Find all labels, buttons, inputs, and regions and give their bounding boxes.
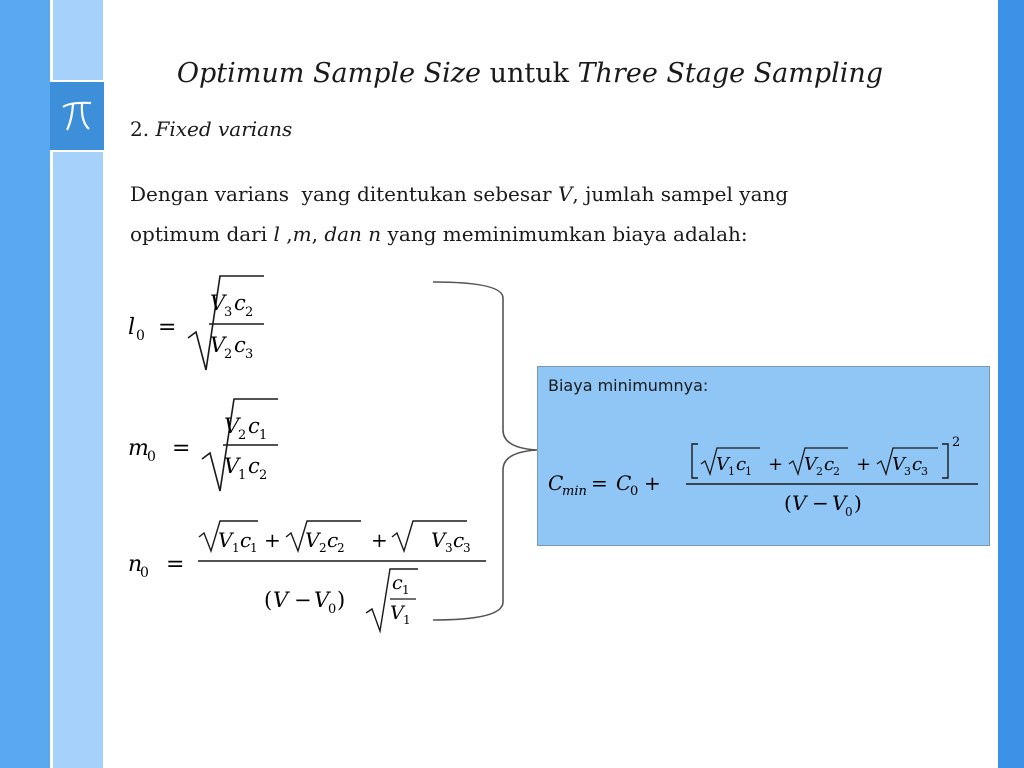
svg-text:V: V: [832, 491, 847, 515]
svg-text:=: =: [158, 315, 177, 340]
svg-text:c: c: [327, 528, 339, 552]
svg-text:V: V: [792, 491, 807, 515]
svg-text:V: V: [210, 333, 226, 357]
svg-text:3: 3: [921, 465, 928, 478]
svg-text:3: 3: [445, 541, 453, 555]
svg-text:0: 0: [328, 602, 337, 617]
svg-text:min: min: [562, 484, 587, 499]
para-comma-1: ,: [279, 222, 293, 246]
var-n: n: [368, 222, 382, 246]
svg-text:c: c: [392, 572, 403, 594]
svg-text:2: 2: [816, 465, 823, 478]
subheading: [130, 117, 292, 141]
pi-icon: [60, 98, 94, 134]
svg-text:+: +: [768, 454, 784, 475]
svg-text:V: V: [305, 528, 320, 552]
svg-text:3: 3: [224, 305, 233, 320]
svg-text:0: 0: [136, 328, 145, 344]
svg-text:V: V: [892, 454, 905, 475]
svg-text:2: 2: [833, 465, 840, 478]
svg-text:c: c: [736, 454, 747, 475]
para-text-4: yang meminimumkan biaya adalah:: [381, 222, 748, 246]
svg-text:V: V: [314, 588, 330, 612]
svg-text:+: +: [644, 471, 661, 495]
svg-text:m: m: [128, 436, 149, 461]
svg-text:c: c: [912, 454, 923, 475]
title-part1: Optimum Sample Size: [176, 58, 481, 89]
svg-text:): ): [854, 491, 862, 515]
sub-number: 2.: [130, 117, 156, 141]
svg-text:3: 3: [245, 347, 254, 362]
svg-text:c: c: [234, 333, 246, 357]
svg-text:−: −: [294, 588, 312, 612]
left-band-dark: [0, 0, 50, 768]
sub-text: Fixed varians: [155, 117, 293, 141]
svg-text:=: =: [172, 436, 191, 461]
svg-text:c: c: [234, 291, 246, 315]
svg-text:1: 1: [403, 613, 411, 627]
svg-text:V: V: [716, 454, 729, 475]
svg-text:V: V: [273, 588, 289, 612]
svg-text:+: +: [856, 454, 872, 475]
svg-text:2: 2: [224, 347, 233, 362]
var-v: V: [557, 182, 573, 206]
svg-text:0: 0: [147, 449, 156, 465]
para-comma-2: ,: [311, 222, 325, 246]
svg-text:(: (: [264, 588, 273, 612]
svg-text:l: l: [128, 315, 136, 340]
equation-l0: [126, 272, 286, 377]
svg-text:0: 0: [140, 565, 149, 581]
svg-text:n: n: [128, 552, 143, 577]
svg-text:=: =: [591, 471, 608, 495]
svg-text:2: 2: [337, 541, 345, 555]
svg-text:1: 1: [728, 465, 735, 478]
svg-text:2: 2: [245, 305, 254, 320]
box-label: Biaya minimumnya:: [548, 376, 709, 395]
svg-text:3: 3: [463, 541, 471, 555]
para-text-1: Dengan varians yang ditentukan sebesar: [130, 182, 558, 206]
svg-text:V: V: [224, 414, 240, 438]
svg-text:1: 1: [745, 465, 752, 478]
equation-cmin: [546, 432, 986, 522]
svg-text:2: 2: [238, 428, 247, 443]
svg-text:(: (: [784, 491, 792, 515]
para-text-2: , jumlah sampel yang: [572, 182, 789, 206]
svg-text:2: 2: [952, 435, 961, 450]
svg-text:c: c: [248, 454, 260, 478]
svg-text:=: =: [166, 552, 185, 577]
svg-text:V: V: [210, 291, 226, 315]
minimum-cost-box: [537, 366, 990, 546]
var-m: m: [292, 222, 312, 246]
svg-text:C: C: [548, 471, 564, 495]
svg-text:c: c: [824, 454, 835, 475]
svg-text:1: 1: [232, 541, 240, 555]
svg-text:3: 3: [904, 465, 911, 478]
svg-text:V: V: [218, 528, 233, 552]
svg-text:0: 0: [845, 505, 853, 519]
right-band: [998, 0, 1024, 768]
svg-text:c: c: [453, 528, 465, 552]
body-paragraph: [130, 174, 950, 254]
svg-text:1: 1: [238, 468, 247, 483]
svg-text:c: c: [248, 414, 260, 438]
svg-text:0: 0: [630, 484, 639, 499]
svg-text:1: 1: [250, 541, 258, 555]
svg-text:V: V: [431, 528, 446, 552]
slide-title: [120, 58, 940, 89]
svg-text:1: 1: [402, 583, 410, 597]
svg-text:V: V: [390, 602, 404, 624]
equation-m0: [126, 395, 296, 500]
svg-text:): ): [337, 588, 346, 612]
para-text-3: optimum dari: [130, 222, 274, 246]
svg-text:V: V: [224, 454, 240, 478]
svg-text:+: +: [264, 528, 281, 552]
var-l: l: [273, 222, 280, 246]
var-dan: dan: [324, 222, 362, 246]
title-part2: untuk: [480, 58, 578, 89]
svg-text:2: 2: [259, 468, 268, 483]
svg-text:c: c: [240, 528, 252, 552]
svg-text:V: V: [804, 454, 817, 475]
svg-text:2: 2: [319, 541, 327, 555]
right-brace: [425, 280, 545, 630]
svg-text:−: −: [812, 491, 829, 515]
svg-text:C: C: [616, 471, 632, 495]
svg-text:1: 1: [259, 428, 268, 443]
svg-text:+: +: [371, 528, 388, 552]
title-part3: Three Stage Sampling: [577, 58, 884, 89]
pi-logo: [50, 80, 104, 152]
